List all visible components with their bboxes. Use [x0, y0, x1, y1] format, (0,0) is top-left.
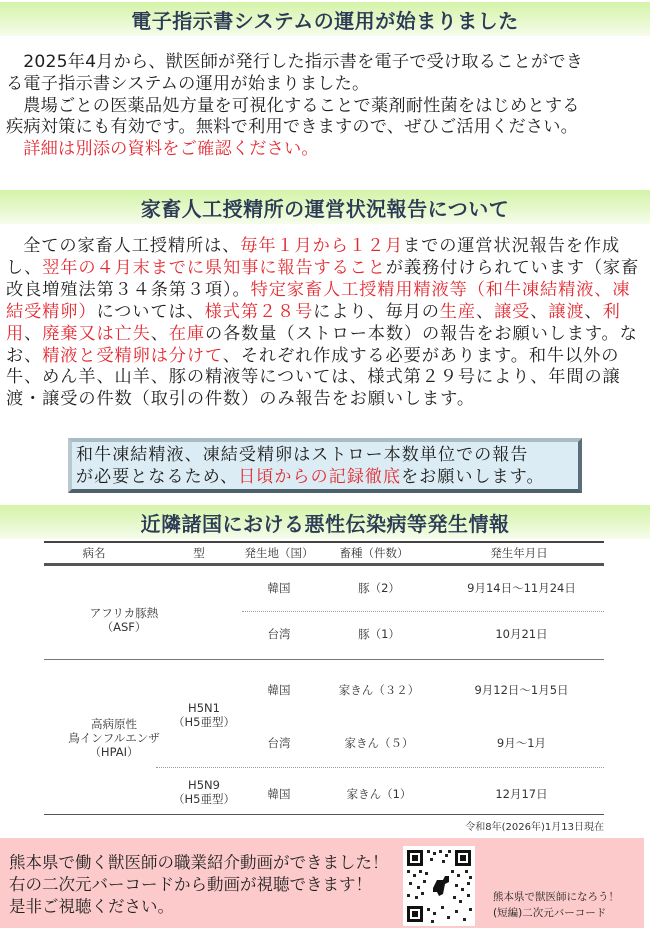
disease-name-asf	[54, 606, 194, 634]
section-title: 近隣諸国における悪性伝染病等発生情報	[140, 511, 510, 536]
column-header-disease: 病名	[82, 546, 106, 560]
emphasis-run: 精液と受精卵は分けて	[42, 345, 223, 366]
emphasis-run: 生産	[439, 301, 476, 322]
text-run: 、	[150, 323, 169, 344]
column-header-type: 型	[193, 546, 205, 560]
cell-country: 台湾	[267, 736, 291, 750]
column-header-species: 畜種（件数）	[339, 546, 409, 560]
body-line: る電子指示書システムの運用が始まりました。	[6, 73, 370, 94]
cell-country: 台湾	[267, 627, 291, 641]
subtype-code: H5N1	[188, 701, 220, 715]
body-line: 疾病対策にも有効です。無料で利用できますので、ぜひご活用ください。	[6, 117, 579, 138]
emphasis-run: 特定家畜人工授精用精液等（和牛凍結精液、凍結受精卵）	[6, 279, 631, 322]
disease-name: 鳥インフルエンザ	[68, 731, 160, 745]
emphasis-run: 毎年１月から１２月	[240, 236, 404, 256]
section-title: 家畜人工授精所の運営状況報告について	[140, 196, 510, 221]
promo-text	[9, 852, 399, 918]
section-header-e-prescription	[0, 2, 650, 36]
section-header-disease-info	[0, 505, 650, 539]
subtype-h5n9	[164, 778, 244, 806]
subtype-code: H5N9	[188, 778, 220, 792]
qr-caption	[493, 889, 619, 921]
text-run: 、	[530, 301, 549, 322]
cell-species: 豚（2）	[358, 581, 400, 595]
e-prescription-body	[6, 52, 644, 161]
details-note: 詳細は別添の資料をご確認ください。	[23, 139, 319, 160]
disease-abbr: （HPAI）	[89, 745, 139, 759]
cell-species: 家きん（５）	[344, 736, 414, 750]
text-run: により、毎月の	[313, 301, 440, 322]
qr-code-icon[interactable]	[403, 846, 475, 926]
cell-date: 12月17日	[495, 787, 548, 801]
cell-country: 韓国	[267, 683, 291, 697]
text-run: が義務付けられています（家畜改良増殖法第３４条第３項）。	[6, 257, 640, 300]
video-promo-panel	[0, 838, 644, 928]
section-title: 電子指示書システムの運用が始まりました	[131, 8, 519, 33]
body-line: 農場ごとの医薬品処方量を可視化することで薬剤耐性菌をはじめとする	[23, 95, 580, 116]
cell-species: 家きん（３２）	[338, 683, 420, 697]
cell-date: 9月〜1月	[496, 736, 547, 750]
emphasis-run: 翌年の４月末までに県知事に報告すること	[42, 257, 386, 278]
text-run: が必要となるため、	[76, 467, 239, 487]
ai-station-body	[6, 236, 646, 411]
callout-line: 和牛凍結精液、凍結受精卵はストロー本数単位での報告	[76, 445, 529, 465]
callout-line	[76, 466, 574, 488]
row-divider	[156, 767, 604, 768]
emphasis-run: 様式第２８号	[204, 301, 314, 322]
record-keeping-callout	[68, 438, 582, 493]
cell-date: 10月21日	[495, 627, 548, 641]
header-rule	[44, 563, 604, 566]
qr-caption-line: 熊本県で獣医師になろう！	[493, 891, 619, 903]
row-divider	[242, 611, 604, 612]
table-bottom-rule	[44, 814, 604, 815]
text-run: 、それぞれ作成する必要があります。和牛以外の牛、めん羊、山羊、豚の精液等については、様式第２９号により、年間の譲渡・譲受の件数（取引の件数）のみ報告をお願いします。	[6, 345, 621, 410]
cell-date: 9月12日〜1月5日	[474, 683, 569, 697]
column-header-date: 発生年月日	[490, 546, 548, 560]
text-run: をお願いします。	[401, 467, 545, 487]
ai-station-paragraph	[6, 236, 646, 411]
text-run: 全ての家畜人工授精所は、	[23, 236, 241, 256]
as-of-date: 令和8年(2026年)1月13日現在	[465, 822, 604, 833]
qr-caption-line: (短編)二次元バーコード	[493, 907, 607, 919]
disease-abbr: （ASF）	[101, 620, 147, 634]
disease-name: アフリカ豚熱	[89, 606, 159, 620]
cell-country: 韓国	[267, 787, 291, 801]
table-top-rule	[44, 541, 604, 543]
emphasis-run: 利用	[6, 301, 621, 344]
cell-species: 家きん（1）	[346, 787, 412, 801]
text-run: の各数量（ストロー本数）の報告をお願いします。なお、	[6, 323, 638, 366]
subtype-h5n1	[164, 701, 244, 729]
subtype-label: （H5亜型）	[173, 715, 235, 729]
disease-name-hpai	[54, 717, 174, 759]
section-header-ai-station	[0, 190, 650, 224]
text-run: 、	[584, 301, 603, 322]
text-run: については、	[96, 301, 205, 322]
cell-country: 韓国	[267, 581, 291, 595]
emphasis-run: 在庫	[168, 323, 205, 344]
promo-line: 熊本県で働く獣医師の職業紹介動画ができました！	[9, 853, 389, 872]
cell-species: 豚（1）	[358, 627, 400, 641]
column-header-country: 発生地（国）	[244, 546, 314, 560]
cell-date: 9月14日〜11月24日	[467, 581, 576, 595]
text-run: までの運営状況報告を作成し、	[6, 236, 621, 278]
text-run: 、	[475, 301, 495, 322]
text-run: 、	[24, 323, 43, 344]
subtype-label: （H5亜型）	[173, 792, 235, 806]
body-line: 2025年4月から、獣医師が発行した指示書を電子で受け取ることができ	[23, 52, 584, 72]
emphasis-run: 譲受	[494, 301, 531, 322]
emphasis-run: 日頃からの記録徹底	[238, 467, 402, 487]
emphasis-run: 譲渡	[548, 301, 585, 322]
promo-line: 是非ご視聴ください。	[9, 897, 174, 916]
disease-name: 高病原性	[91, 717, 137, 731]
promo-line: 右の二次元バーコードから動画が視聴できます！	[9, 875, 372, 894]
group-divider	[44, 659, 604, 660]
emphasis-run: 廃棄又は亡失	[42, 323, 151, 344]
